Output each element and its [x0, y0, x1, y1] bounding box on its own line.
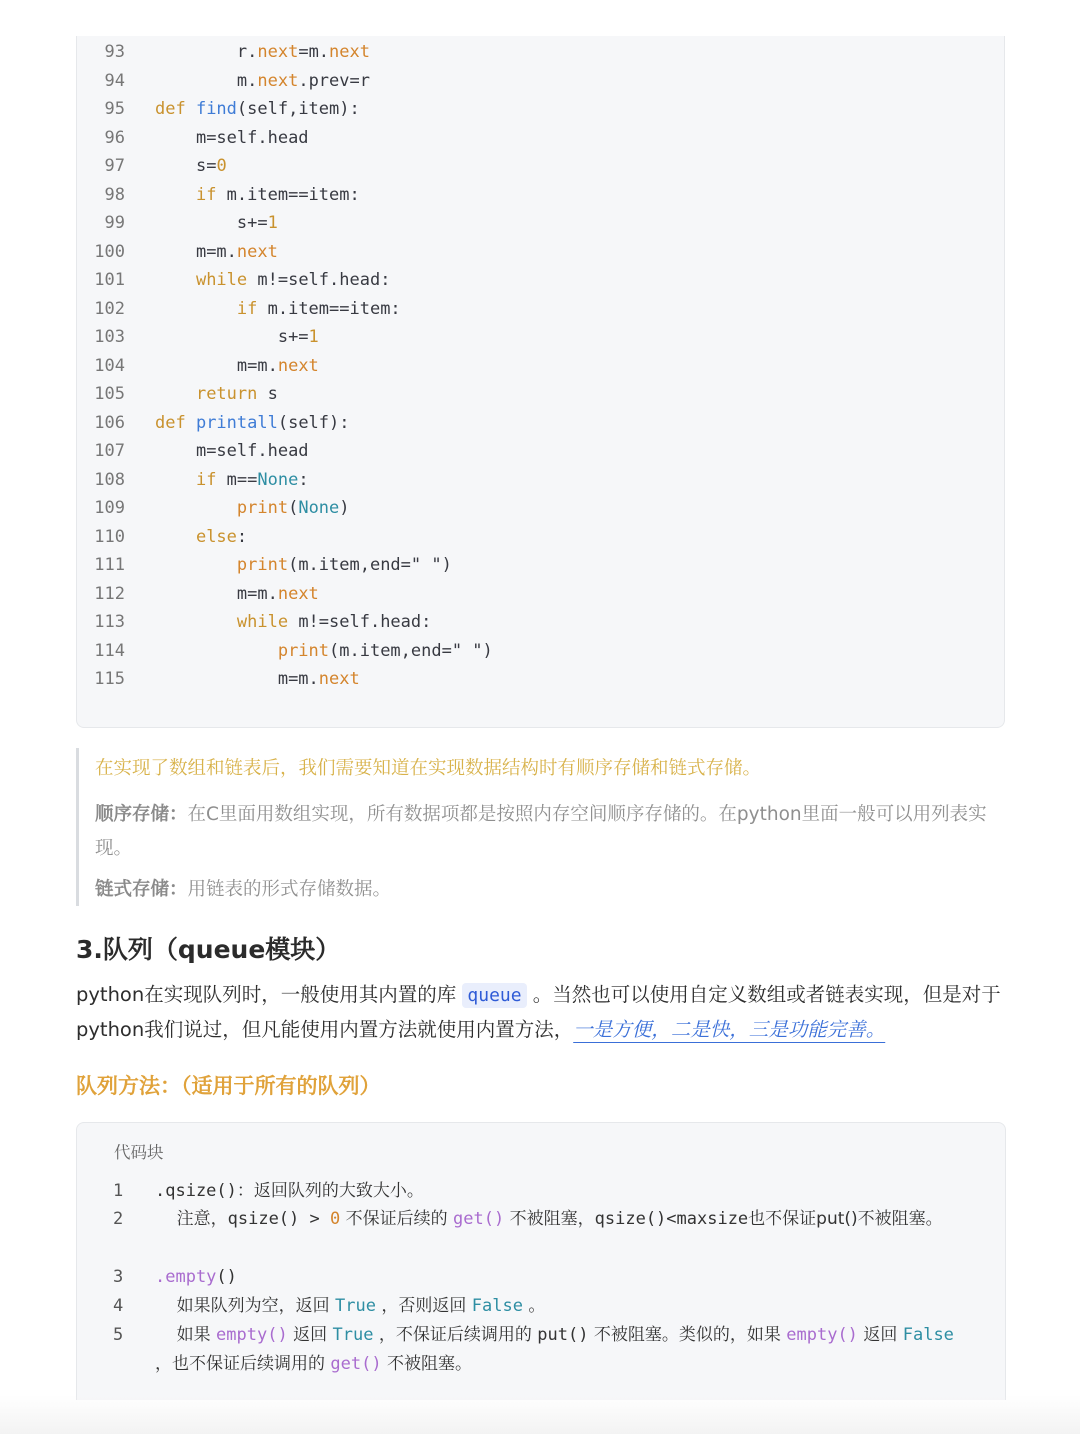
- code-line: [77, 323, 1004, 352]
- line-number: 97: [104, 156, 125, 176]
- code-line: [77, 38, 1004, 67]
- code-indent: [155, 71, 237, 91]
- code-token: if: [195, 469, 227, 490]
- line-number: 113: [94, 612, 125, 632]
- line-code: [155, 580, 319, 609]
- line-code: [155, 665, 360, 694]
- code-token: s: [267, 384, 278, 404]
- para-text-before: python在实现队列时，一般使用其内置的库: [76, 983, 463, 1006]
- code-indent: [155, 242, 196, 262]
- code-token: print: [236, 498, 289, 518]
- code-segment: 不被阻塞。类似的，如果: [588, 1325, 787, 1345]
- code-token: m=m.: [277, 669, 319, 689]
- code-token: if: [195, 184, 227, 205]
- line-number: 99: [104, 213, 125, 233]
- sequential-storage-note: [95, 798, 1005, 866]
- code-segment: 返回: [857, 1325, 903, 1345]
- code-line: [77, 95, 1004, 124]
- code-token: (self):: [277, 412, 350, 433]
- code-segment: 如果队列为空，返回: [155, 1296, 336, 1316]
- code-indent: [155, 156, 196, 176]
- para-text-after: 。当然也可以使用自定义数组或者链表实现，但是对于python我们说过，但凡能使用内置方法就使用内置方法，: [76, 983, 1001, 1041]
- line-code: [155, 38, 370, 67]
- code-token: m=m.: [236, 355, 278, 376]
- code-line: [77, 637, 1004, 666]
- code-line: [77, 523, 1004, 552]
- code-segment: 不被阻塞。: [381, 1353, 472, 1374]
- line-code: [155, 238, 278, 267]
- code-segment: qsize() >: [227, 1209, 330, 1229]
- code-segment: .qsize(): [155, 1181, 237, 1201]
- code-segment: empty(): [786, 1325, 858, 1345]
- code-line: [77, 152, 1004, 181]
- line-number: 110: [94, 526, 125, 547]
- code-line: [77, 295, 1004, 324]
- code-token: m==: [226, 469, 258, 490]
- line-number: 103: [94, 327, 125, 347]
- code-line: [77, 181, 1004, 210]
- code-segment: .empty: [155, 1267, 217, 1287]
- line-content: [155, 1177, 975, 1206]
- code-segment: put(): [537, 1325, 589, 1345]
- line-number: 114: [94, 640, 125, 661]
- code-indent: [155, 213, 237, 233]
- code-token: else: [195, 526, 237, 547]
- code-indent: [155, 612, 237, 632]
- code-indent: [155, 356, 237, 376]
- quote-intro: 在实现了数组和链表后，我们需要知道在实现数据结构时有顺序存储和链式存储。: [95, 758, 762, 779]
- code-segment: get(): [453, 1209, 505, 1229]
- code-block-title: 代码块: [114, 1143, 164, 1162]
- code-token: def: [155, 99, 196, 119]
- line-code: [155, 409, 350, 438]
- code-indent: [155, 527, 196, 547]
- code-indent: [155, 128, 196, 148]
- line-number: 1: [113, 1181, 124, 1201]
- line-code: [155, 466, 309, 495]
- line-number: 5: [113, 1325, 124, 1345]
- code-token: m!=self.head:: [257, 270, 391, 290]
- chain-storage-note: [95, 875, 391, 901]
- line-number: 115: [94, 669, 125, 689]
- line-code: [155, 380, 278, 409]
- line-code: [155, 523, 247, 552]
- code-token: None: [298, 498, 340, 518]
- inline-code-queue: queue: [462, 983, 526, 1008]
- line-number: 101: [94, 270, 125, 290]
- bottom-fade: [0, 1395, 1080, 1434]
- code-token: m=self.head: [195, 127, 309, 148]
- code-line: [77, 665, 1004, 694]
- code-token: None: [257, 469, 299, 490]
- line-code: [155, 608, 431, 637]
- line-content: [155, 1292, 975, 1321]
- sequential-storage-text: 在C里面用数组实现，所有数据项都是按照内存空间顺序存储的。在python里面一般可以用列表实现。: [95, 804, 987, 859]
- code-line: [77, 608, 1004, 637]
- code-token: while: [195, 270, 258, 290]
- line-number: 4: [113, 1296, 124, 1316]
- line-number: 108: [94, 469, 125, 490]
- code-indent: [155, 498, 237, 518]
- code-segment: True: [335, 1296, 376, 1316]
- code-token: (m.item,end=" "): [329, 640, 493, 661]
- code-segment: 注意，: [155, 1209, 228, 1229]
- queue-methods-code-block: [76, 1122, 1006, 1400]
- line-number: 96: [104, 127, 125, 148]
- line-code: [155, 67, 370, 96]
- section-heading: 3.队列（queue模块）: [76, 935, 341, 964]
- line-code: [155, 323, 319, 352]
- code-token: :: [298, 469, 309, 490]
- chain-storage-text: 用链表的形式存储数据。: [187, 879, 392, 900]
- line-content: [155, 1205, 975, 1234]
- code-token: m=m.: [236, 583, 278, 604]
- line-code: [155, 295, 401, 324]
- code-line: [77, 67, 1004, 96]
- code-indent: [155, 42, 237, 62]
- code-token: printall: [195, 412, 278, 433]
- code-token: m=self.head: [195, 441, 309, 461]
- code-line: [77, 352, 1004, 381]
- code-indent: [155, 584, 237, 604]
- code-line: [77, 209, 1004, 238]
- line-number: 109: [94, 498, 125, 518]
- queue-methods-heading: 队列方法：（适用于所有的队列）: [76, 1074, 381, 1098]
- code-segment: False: [902, 1325, 954, 1345]
- code-indent: [155, 185, 196, 205]
- code-indent: [155, 470, 196, 490]
- code-segment: 0: [329, 1209, 341, 1229]
- code-token: next: [257, 42, 299, 62]
- line-content: [155, 1263, 975, 1292]
- code-segment: 如果: [155, 1325, 217, 1345]
- code-token: next: [318, 669, 360, 689]
- code-line: [77, 266, 1004, 295]
- code-token: next: [277, 355, 319, 376]
- line-code: [155, 352, 319, 381]
- sequential-storage-label: 顺序存储：: [95, 804, 188, 825]
- code-indent: [155, 384, 196, 404]
- code-token: m.item==item:: [226, 184, 360, 205]
- code-segment: empty(): [216, 1325, 288, 1345]
- code-token: ): [339, 498, 350, 518]
- code-token: while: [236, 612, 299, 632]
- code-token: if: [236, 298, 268, 319]
- code-token: 1: [267, 213, 278, 233]
- line-code: [155, 494, 350, 523]
- code-token: m.item==item:: [267, 298, 401, 319]
- code-segment: False: [471, 1296, 523, 1316]
- line-number: 93: [104, 42, 125, 62]
- code-token: (m.item,end=" "): [288, 555, 452, 575]
- code-token: s+=: [236, 213, 268, 233]
- line-number: 2: [113, 1209, 124, 1229]
- code-line: [77, 580, 1004, 609]
- line-code: [155, 637, 493, 666]
- line-number: 98: [104, 184, 125, 205]
- line-number: 107: [94, 441, 125, 461]
- code-segment: 也不保证put()不被阻塞。: [748, 1209, 943, 1229]
- queue-intro-paragraph: [76, 978, 1011, 1047]
- line-code: [155, 95, 360, 124]
- line-code: [155, 209, 278, 238]
- line-code: [155, 437, 309, 466]
- code-segment: qsize()<maxsize: [594, 1209, 749, 1229]
- code-token: 0: [216, 156, 227, 176]
- code-line: [77, 466, 1004, 495]
- code-line: [77, 409, 1004, 438]
- code-indent: [155, 299, 237, 319]
- emphasis-link[interactable]: 一是方便，二是快，三是功能完善。: [573, 1018, 886, 1041]
- line-number: 111: [94, 555, 125, 575]
- linked-list-code-block: [76, 36, 1005, 728]
- code-token: m.: [236, 70, 258, 91]
- line-number: 104: [94, 355, 125, 376]
- line-number: 106: [94, 412, 125, 433]
- code-token: 1: [308, 327, 319, 347]
- code-indent: [155, 669, 278, 689]
- code-token: (: [288, 498, 299, 518]
- line-content: [155, 1321, 975, 1378]
- code-indent: [155, 270, 196, 290]
- line-code: [155, 551, 452, 580]
- code-indent: [155, 555, 237, 575]
- line-number: 102: [94, 298, 125, 319]
- code-line: [77, 380, 1004, 409]
- code-token: print: [236, 555, 289, 575]
- code-token: print: [277, 640, 330, 661]
- code-segment: get(): [330, 1353, 382, 1374]
- line-number: 3: [113, 1267, 124, 1287]
- code-segment: (): [216, 1267, 237, 1287]
- code-token: next: [257, 70, 299, 91]
- code-token: m!=self.head:: [298, 612, 432, 632]
- code-segment: ：返回队列的大致大小。: [236, 1181, 424, 1201]
- code-token: (self,item):: [236, 99, 360, 119]
- line-number: 112: [94, 583, 125, 604]
- code-segment: 不保证后续的: [340, 1209, 454, 1229]
- code-segment: ，也不保证后续调用的: [155, 1325, 960, 1374]
- line-code: [155, 181, 360, 210]
- chain-storage-label: 链式存储：: [95, 879, 188, 900]
- line-number: 100: [94, 241, 125, 262]
- code-token: return: [195, 384, 268, 404]
- code-token: s+=: [277, 327, 309, 347]
- code-line: [77, 437, 1004, 466]
- code-token: next: [277, 583, 319, 604]
- code-token: def: [155, 412, 196, 433]
- line-code: [155, 266, 390, 295]
- code-line: [77, 551, 1004, 580]
- code-indent: [155, 641, 278, 661]
- line-number: 105: [94, 384, 125, 404]
- code-token: m=m.: [195, 241, 237, 262]
- code-line: [77, 494, 1004, 523]
- code-segment: 。: [522, 1296, 546, 1316]
- line-code: [155, 152, 227, 181]
- code-indent: [155, 441, 196, 461]
- code-token: next: [329, 42, 370, 62]
- code-line: [77, 238, 1004, 267]
- code-token: r.: [236, 42, 258, 62]
- code-token: s=: [195, 156, 217, 176]
- code-token: :: [236, 526, 248, 547]
- code-token: .prev=r: [298, 70, 370, 91]
- code-token: find: [195, 99, 237, 119]
- code-segment: True: [332, 1325, 374, 1345]
- code-token: next: [236, 241, 278, 262]
- code-indent: [155, 327, 278, 347]
- storage-note-blockquote: [76, 748, 1006, 906]
- code-token: =m.: [298, 42, 330, 62]
- code-segment: ，不保证后续调用的: [373, 1325, 538, 1345]
- line-number: 94: [104, 70, 125, 91]
- code-line: [77, 124, 1004, 153]
- code-segment: ，否则返回: [375, 1296, 472, 1316]
- code-segment: 返回: [287, 1325, 333, 1345]
- line-code: [155, 124, 309, 153]
- code-segment: 不被阻塞，: [504, 1209, 595, 1229]
- line-number: 95: [104, 99, 125, 119]
